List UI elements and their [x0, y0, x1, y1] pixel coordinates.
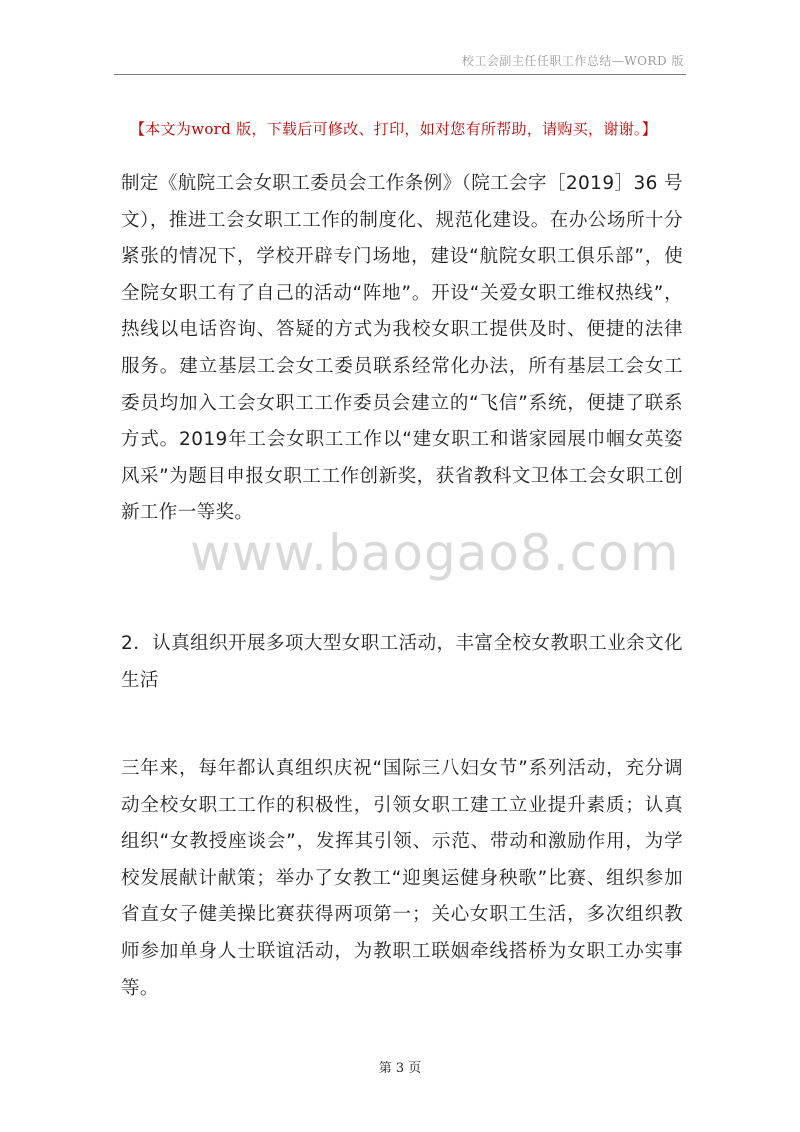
watermark: www.baogao8.com [190, 524, 680, 582]
download-notice: 【本文为word 版，下载后可修改、打印，如对您有所帮助，请购买，谢谢。】 [130, 120, 658, 138]
paragraph-activities: 三年来，每年都认真组织庆祝“国际三八妇女节”系列活动，充分调动全校女职工工作的积极性，引领女职工建工立业提升素质；认真组织“女教授座谈会”，发挥其引领、示范、带动和激励作用，为学校发展献计献策；举办了女教工“迎奥运健身秧歌”比赛、组织参加省直女子健美操比赛获得两项第一；关心女职工生活，多次组织教师参加单身人士联谊活动，为教职工联姻牵线搭桥为女职工办实事等。 [121, 758, 683, 999]
section-heading-activities: 2．认真组织开展多项大型女职工活动，丰富全校女教职工业余文化生活 [121, 633, 683, 691]
paragraph-women-committee: 制定《航院工会女职工委员会工作条例》（院工会字［2019］36 号文），推进工会女职工工作的制度化、规范化建设。在办公场所十分紧张的情况下，学校开辟专门场地，建设“航院女职工俱乐部”，使全院女职工有了自己的活动“阵地”。开设“关爱女职工维权热线”，热线以电话咨询、答疑的方式为我校女职工提供及时、便捷的法律服务。建立基层工会女工委员联系经常化办法，所有基层工会女工委员均加入工会女职工工作委员会建立的“飞信”系统，便捷了联系方式。2019年工会女职工工作以“建女职工和谐家园展巾帼女英姿风采”为题目申报女职工工作创新奖，获省教科文卫体工会女职工创新工作一等奖。 [121, 173, 683, 524]
header-divider [114, 74, 686, 75]
document-header-title: 校工会副主任任职工作总结—WORD 版 [461, 54, 684, 68]
page-number: 第 3 页 [378, 1061, 422, 1076]
